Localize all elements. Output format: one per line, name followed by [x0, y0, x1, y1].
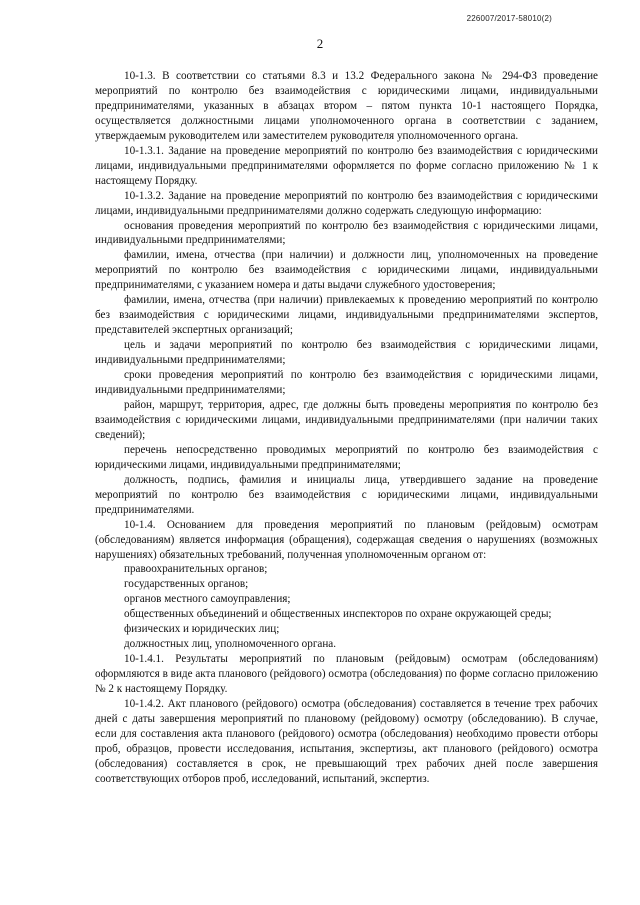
document-body: [95, 69, 598, 787]
task-item-signature: должность, подпись, фамилия и инициалы лица, утвердившего задание на проведение мероприятий по контролю без взаимодействия с юридическими лицами, индивидуальными предпринимателями.: [95, 473, 598, 516]
source-item-law-enforcement: правоохранительных органов;: [124, 563, 268, 576]
paragraph-10-1-4-1: 10-1.4.1. Результаты мероприятий по плановым (рейдовым) осмотрам (обследованиям) оформляются в виде акта планового (рейдового) осмотра (обследования) по форме согласно приложению № 2 к настоящему Порядку.: [95, 653, 598, 696]
paragraph-10-1-3-1: 10-1.3.1. Задание на проведение мероприятий по контролю без взаимодействия с юридическими лицами, индивидуальными предпринимателями оформляется по форме согласно приложению № 1 к настоящему Порядку.: [95, 144, 598, 187]
source-item-state-bodies: государственных органов;: [124, 578, 249, 591]
task-item-goals: цель и задачи мероприятий по контролю без взаимодействия с юридическими лицами, индивидуальными предпринимателями;: [95, 339, 598, 367]
task-item-experts: фамилии, имена, отчества (при наличии) привлекаемых к проведению мероприятий по контролю без взаимодействия с юридическими лицами, индивидуальными предпринимателями экспертов, представителей экспертных организаций;: [95, 294, 598, 337]
document-id: 226007/2017-58010(2): [466, 14, 552, 23]
task-item-officials: фамилии, имена, отчества (при наличии) и должности лиц, уполномоченных на проведение мероприятий по контролю без взаимодействия с юридическими лицами, индивидуальными предпринимателями, с указанием номера и даты выдачи служебного удостоверения;: [95, 249, 598, 292]
paragraph-10-1-4-2: 10-1.4.2. Акт планового (рейдового) осмотра (обследования) составляется в течение трех рабочих дней с даты завершения мероприятий по плановому (рейдовому) осмотру (обследованию). В случае, если для составления акта планового (рейдового) осмотра (обследования) необходимо провести отборы проб, образцов, провести исследования, испытания, экспертизы, акт планового (рейдового) осмотра (обследования) составляется в срок, не превышающий трех рабочих дней после завершения соответствующих отборов проб, исследований, испытаний, экспертиз.: [95, 698, 598, 785]
paragraph-10-1-4: 10-1.4. Основанием для проведения мероприятий по плановым (рейдовым) осмотрам (обследованиям) является информация (обращения), содержащая сведения о нарушениях (возможных нарушениях) обязательных требований, полученная уполномоченным органом от:: [95, 518, 598, 561]
source-item-individuals: физических и юридических лиц;: [124, 623, 280, 636]
task-item-territory: район, маршрут, территория, адрес, где должны быть проведены мероприятия по контролю без взаимодействия с юридическими лицами, индивидуальными предпринимателями (при наличии таких сведений);: [95, 398, 598, 441]
task-item-terms: сроки проведения мероприятий по контролю без взаимодействия с юридическими лицами, индивидуальными предпринимателями;: [95, 369, 598, 397]
paragraph-10-1-3: 10-1.3. В соответствии со статьями 8.3 и 13.2 Федерального закона № 294-ФЗ проведение мероприятий по контролю без взаимодействия с юридическими лицами, индивидуальными предпринимателями, указанных в абзацах втором – пятом пункта 10-1 настоящего Порядка, осуществляется должностными лицами уполномоченного органа в соответствии с заданием, утверждаемым руководителем или заместителем руководителя уполномоченного органа.: [95, 70, 598, 142]
paragraph-10-1-3-2: 10-1.3.2. Задание на проведение мероприятий по контролю без взаимодействия с юридическими лицами, индивидуальными предпринимателями должно содержать следующую информацию:: [95, 189, 598, 217]
source-item-officials: должностных лиц, уполномоченного органа.: [124, 638, 337, 651]
source-item-public-associations: общественных объединений и общественных инспекторов по охране окружающей среды;: [124, 608, 552, 621]
task-item-measures: перечень непосредственно проводимых мероприятий по контролю без взаимодействия с юридическими лицами, индивидуальными предпринимателями;: [95, 443, 598, 471]
page-number: 2: [316, 36, 324, 51]
source-item-local-government: органов местного самоуправления;: [124, 593, 291, 606]
task-item-grounds: основания проведения мероприятий по контролю без взаимодействия с юридическими лицами, индивидуальными предпринимателями;: [95, 219, 598, 247]
